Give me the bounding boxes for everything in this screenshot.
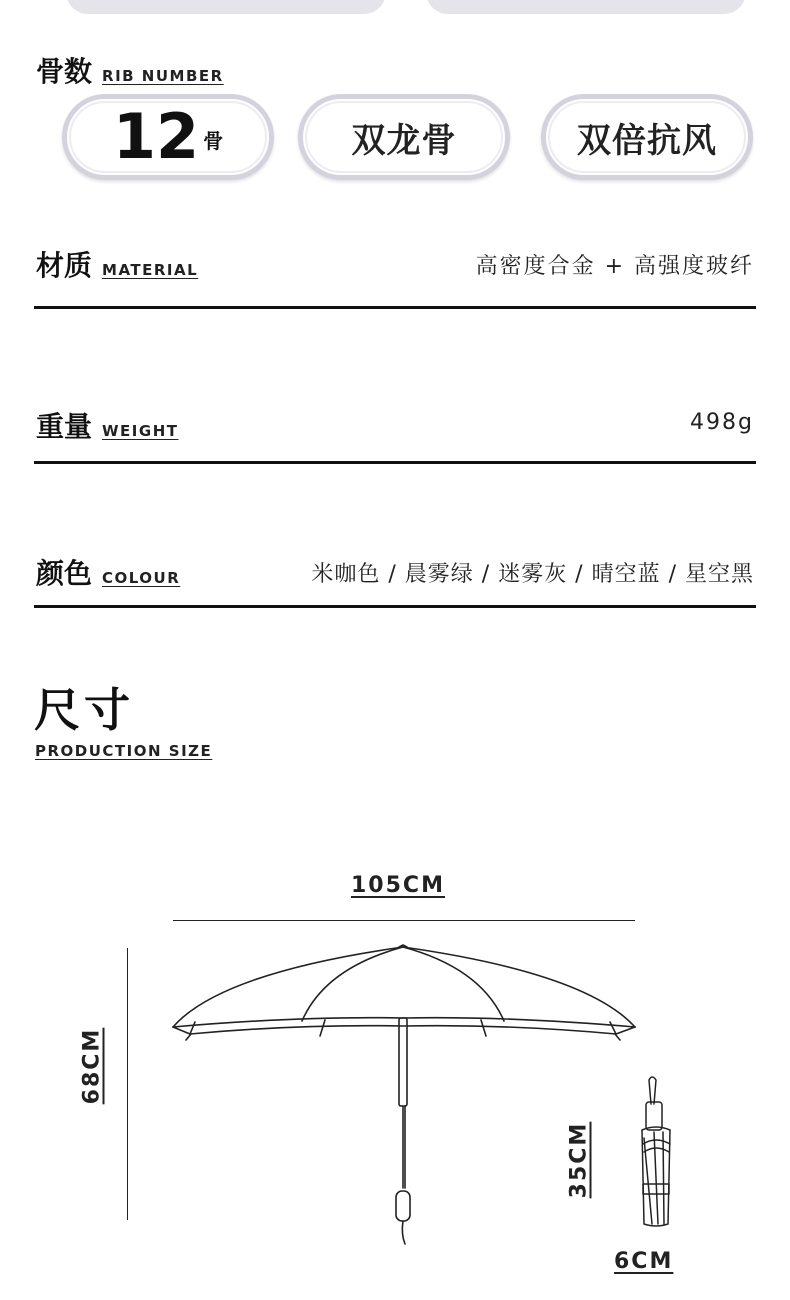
umbrella-open-illustration bbox=[160, 938, 650, 1250]
material-divider bbox=[34, 306, 756, 309]
rib-label-cn: 骨数 bbox=[36, 55, 93, 88]
size-title-en: PRODUCTION SIZE bbox=[35, 742, 213, 760]
weight-label-en: WEIGHT bbox=[102, 422, 179, 440]
rib-option-label: 双龙骨 bbox=[351, 120, 457, 161]
rib-option-12 bbox=[62, 94, 274, 180]
open-width-label: 105CM bbox=[351, 873, 445, 898]
size-title-cn: 尺寸 bbox=[34, 683, 134, 737]
rib-header bbox=[36, 50, 224, 90]
colour-label-cn: 颜色 bbox=[36, 557, 93, 590]
open-height-label: 68CM bbox=[79, 1027, 105, 1105]
rib-option-label: 双倍抗风 bbox=[577, 120, 717, 161]
open-width-line bbox=[173, 920, 635, 921]
colour-header bbox=[36, 552, 180, 592]
colour-label-en: COLOUR bbox=[102, 569, 181, 587]
folded-diameter-label: 6CM bbox=[614, 1249, 674, 1274]
rib-count-unit: 骨 bbox=[203, 129, 224, 153]
weight-header bbox=[36, 405, 179, 445]
previous-section-cap-right bbox=[426, 0, 746, 14]
rib-count-number: 12 bbox=[112, 100, 200, 173]
material-label-cn: 材质 bbox=[36, 249, 93, 282]
weight-value: 498g bbox=[690, 410, 754, 435]
folded-length-label: 35CM bbox=[566, 1121, 592, 1199]
material-label-en: MATERIAL bbox=[102, 261, 199, 279]
material-value: 高密度合金 + 高强度玻纤 bbox=[475, 254, 754, 279]
rib-label-en: RIB NUMBER bbox=[102, 67, 224, 85]
previous-section-cap-left bbox=[66, 0, 386, 14]
material-header bbox=[36, 244, 198, 284]
open-height-line bbox=[127, 948, 128, 1220]
weight-label-cn: 重量 bbox=[36, 410, 93, 443]
colour-divider bbox=[34, 605, 756, 608]
rib-option-windproof bbox=[541, 94, 753, 180]
rib-option-double-frame bbox=[298, 94, 510, 180]
umbrella-folded-illustration bbox=[632, 1074, 680, 1230]
weight-divider bbox=[34, 461, 756, 464]
colour-value: 米咖色 / 晨雾绿 / 迷雾灰 / 晴空蓝 / 星空黑 bbox=[311, 562, 754, 587]
